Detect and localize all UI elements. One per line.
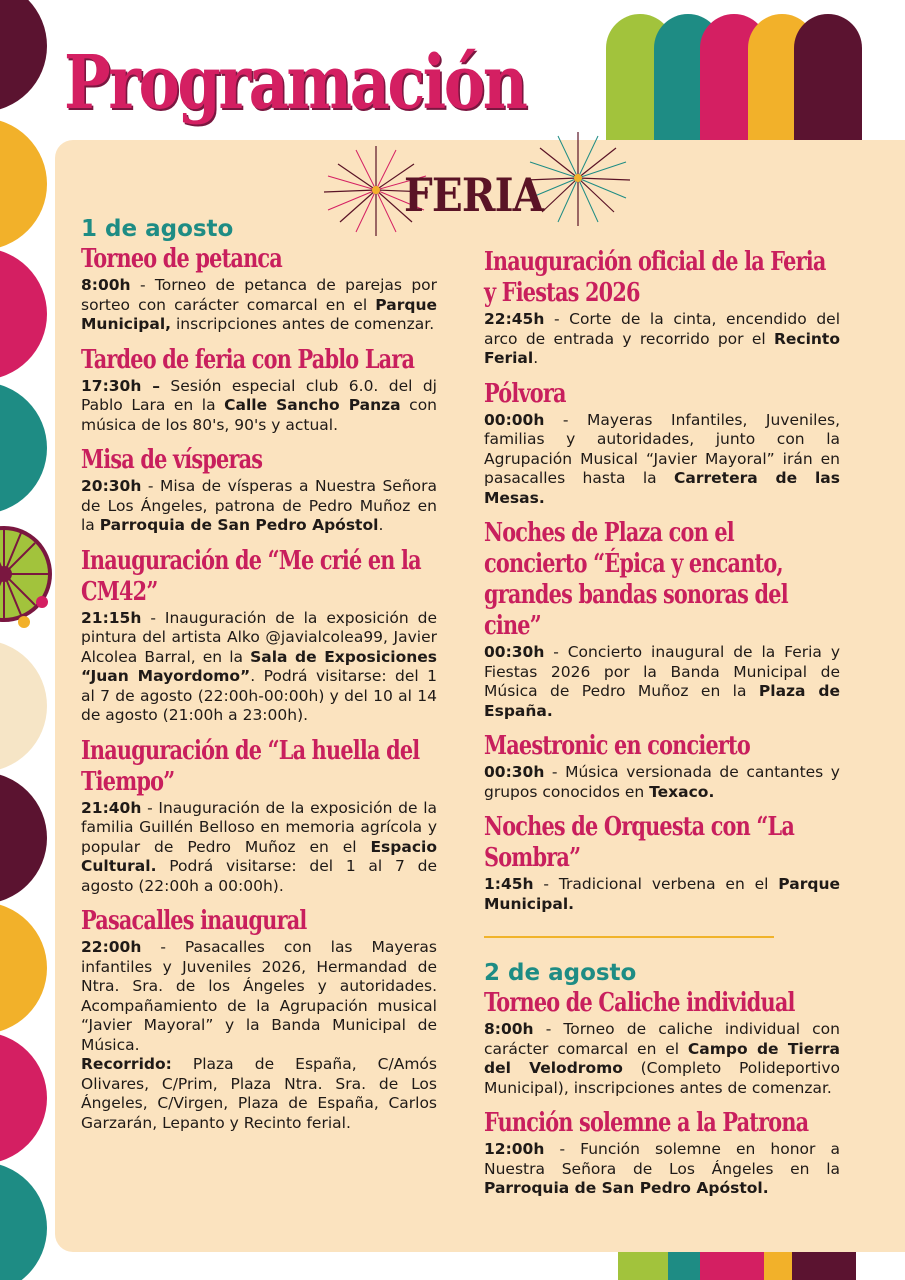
event-location: Parroquia de San Pedro Apóstol.: [484, 1179, 769, 1197]
event-location: Parque Municipal.: [484, 875, 840, 913]
event-time: 21:15h: [81, 608, 142, 627]
event: [484, 247, 840, 369]
event-title: Pasacalles inaugural: [81, 906, 307, 936]
event-location: Plaza de España.: [484, 682, 841, 720]
decor-circle: [0, 1162, 47, 1280]
event-description: 12:00h - Función solemne en honor a Nuestra Señora de Los Ángeles en la Parroquia de San Pedro Apóstol.: [484, 1140, 840, 1197]
event-description: 22:45h - Corte de la cinta, encendido del arco de entrada y recorrido por el Recinto Ferial.: [484, 310, 841, 367]
event-description: 1:45h - Tradicional verbena en el Parque Municipal.: [484, 875, 840, 913]
event: [484, 988, 840, 1098]
left-column: [81, 214, 437, 1143]
event-description: 22:00h - Pasacalles con las Mayeras infantiles y Juveniles 2026, Hermandad de Ntra. Sra. de los Ángeles y autoridades. Acompañamiento de la Agrupación musical “Javier Mayoral” y la Banda Municipal de Música. Recorrido: Plaza de España, C/Amós Olivares, C/Prim, Plaza Ntra. Sra. de Los Ángeles, C/Virgen, Plaza de España, Carlos Garzarán, Lepanto y Recinto ferial.: [81, 938, 438, 1132]
event-location: Texaco.: [649, 782, 715, 801]
date-heading: 1 de agosto: [81, 216, 234, 242]
event-title: Pólvora: [484, 378, 566, 409]
event-description: 00:00h - Mayeras Infantiles, Juveniles, familias y autoridades, junto con la Agrupación Musical “Javier Mayoral” irán en pasacalles hasta la Carretera de las Mesas.: [484, 410, 840, 507]
event-time: 22:00h: [81, 938, 142, 956]
event-location: Parroquia de San Pedro Apóstol: [99, 516, 379, 534]
event: [81, 906, 437, 1133]
event-location: Recinto Ferial: [484, 329, 840, 367]
event-time: 1:45h: [484, 875, 534, 893]
event: [81, 445, 437, 536]
event-time: 22:45h: [484, 310, 545, 328]
event: [81, 244, 437, 335]
event-description: 20:30h - Misa de vísperas a Nuestra Señora de Los Ángeles, patrona de Pedro Muñoz en la Parroquia de San Pedro Apóstol.: [81, 477, 437, 534]
event-time: 00:00h: [484, 410, 545, 429]
event-title: Función solemne a la Patrona: [484, 1108, 809, 1138]
event-location: Espacio Cultural.: [81, 837, 437, 875]
page-subtitle: FERIA: [404, 168, 544, 222]
event-time: 00:30h: [484, 763, 545, 781]
event: [81, 736, 437, 897]
event-description: 00:30h - Concierto inaugural de la Feria y Fiestas 2026 por la Banda Municipal de Música de Pedro Muñoz en la Plaza de España.: [484, 643, 841, 720]
event-time: 20:30h: [81, 477, 142, 495]
event-description: 00:30h - Música versionada de cantantes y grupos conocidos en Texaco.: [484, 763, 840, 801]
event-description: 21:40h - Inauguración de la exposición de la familia Guillén Belloso en memoria agrícola y popular de Pedro Muñoz en el Espacio Cultural. Podrá visitarse: del 1 al 7 de agosto (22:00h a 00:00h).: [81, 798, 438, 895]
event-title: Inauguración oficial de la Feria y Fiestas 2026: [484, 247, 826, 308]
decor-circle: [0, 902, 47, 1034]
event-title: Torneo de Caliche individual: [484, 988, 795, 1018]
event-location: Carretera de las Mesas.: [484, 469, 840, 507]
decor-circle: [0, 1032, 47, 1164]
event-description: 17:30h – Sesión especial club 6.0. del dj Pablo Lara en la Calle Sancho Panza con música de los 80's, 90's y actual.: [81, 376, 438, 434]
event-time: 17:30h –: [81, 376, 160, 395]
event-route-label: Recorrido:: [81, 1055, 172, 1073]
decor-circle: [0, 640, 47, 772]
event-description: 8:00h - Torneo de caliche individual con carácter comarcal en el Campo de Tierra del Velodromo (Completo Polideportivo Municipal), inscripciones antes de comenzar.: [484, 1020, 840, 1097]
event-title: Misa de vísperas: [81, 445, 263, 475]
decor-circle: [0, 382, 47, 514]
decor-circle: [0, 118, 47, 250]
event: [484, 518, 840, 721]
event-title: Noches de Plaza con el concierto “Épica y encanto, grandes bandas sonoras del cine”: [484, 518, 788, 641]
event-time: 12:00h: [484, 1140, 545, 1158]
event: [81, 345, 437, 436]
page-title: Programación: [64, 40, 526, 126]
event-title: Tardeo de feria con Pablo Lara: [81, 344, 415, 375]
decor-circle: [0, 0, 47, 112]
date-heading: 2 de agosto: [484, 960, 637, 986]
event-title: Inauguración de “La huella del Tiempo”: [81, 735, 420, 797]
event: [484, 731, 840, 802]
event: [81, 546, 437, 726]
event-location: Campo de Tierra del Velodromo: [484, 1039, 840, 1077]
event-location: Calle Sancho Panza: [224, 396, 401, 414]
event-title: Inauguración de “Me crié en la CM42”: [81, 545, 421, 607]
decor-stripe: [668, 1252, 702, 1280]
decor-stripe: [700, 1252, 766, 1280]
decor-stripe: [792, 1252, 856, 1280]
event-location: Sala de Exposiciones “Juan Mayordomo”: [81, 647, 437, 685]
decor-stripe: [618, 1252, 672, 1280]
event: [484, 1108, 840, 1199]
decor-circle: [0, 248, 47, 380]
decor-stripe: [764, 1252, 794, 1280]
event: [484, 812, 840, 914]
event-title: Noches de Orquesta con “La Sombra”: [484, 812, 795, 873]
event-time: 8:00h: [81, 276, 131, 294]
right-column: [484, 247, 840, 1209]
event-title: Torneo de petanca: [81, 244, 282, 274]
event-time: 8:00h: [484, 1020, 534, 1038]
event-description: 8:00h - Torneo de petanca de parejas por sorteo con carácter comarcal en el Parque Municipal, inscripciones antes de comenzar.: [81, 276, 438, 333]
event: [484, 379, 840, 509]
event-location: Parque Municipal,: [81, 295, 437, 333]
decor-circle: [0, 772, 47, 904]
section-divider: [484, 936, 774, 938]
event-description: 21:15h - Inauguración de la exposición de pintura del artista Alko @javialcolea99, Javier Alcolea Barral, en la Sala de Exposiciones “Juan Mayordomo”. Podrá visitarse: del 1 al 7 de agosto (22:00h-00:00h) y del 10 al 14 de agosto (21:00h a 23:00h).: [81, 608, 438, 724]
ferris-wheel-icon: [0, 514, 56, 638]
event-title: Maestronic en concierto: [484, 731, 750, 761]
event-time: 00:30h: [484, 643, 545, 661]
event-time: 21:40h: [81, 798, 142, 817]
